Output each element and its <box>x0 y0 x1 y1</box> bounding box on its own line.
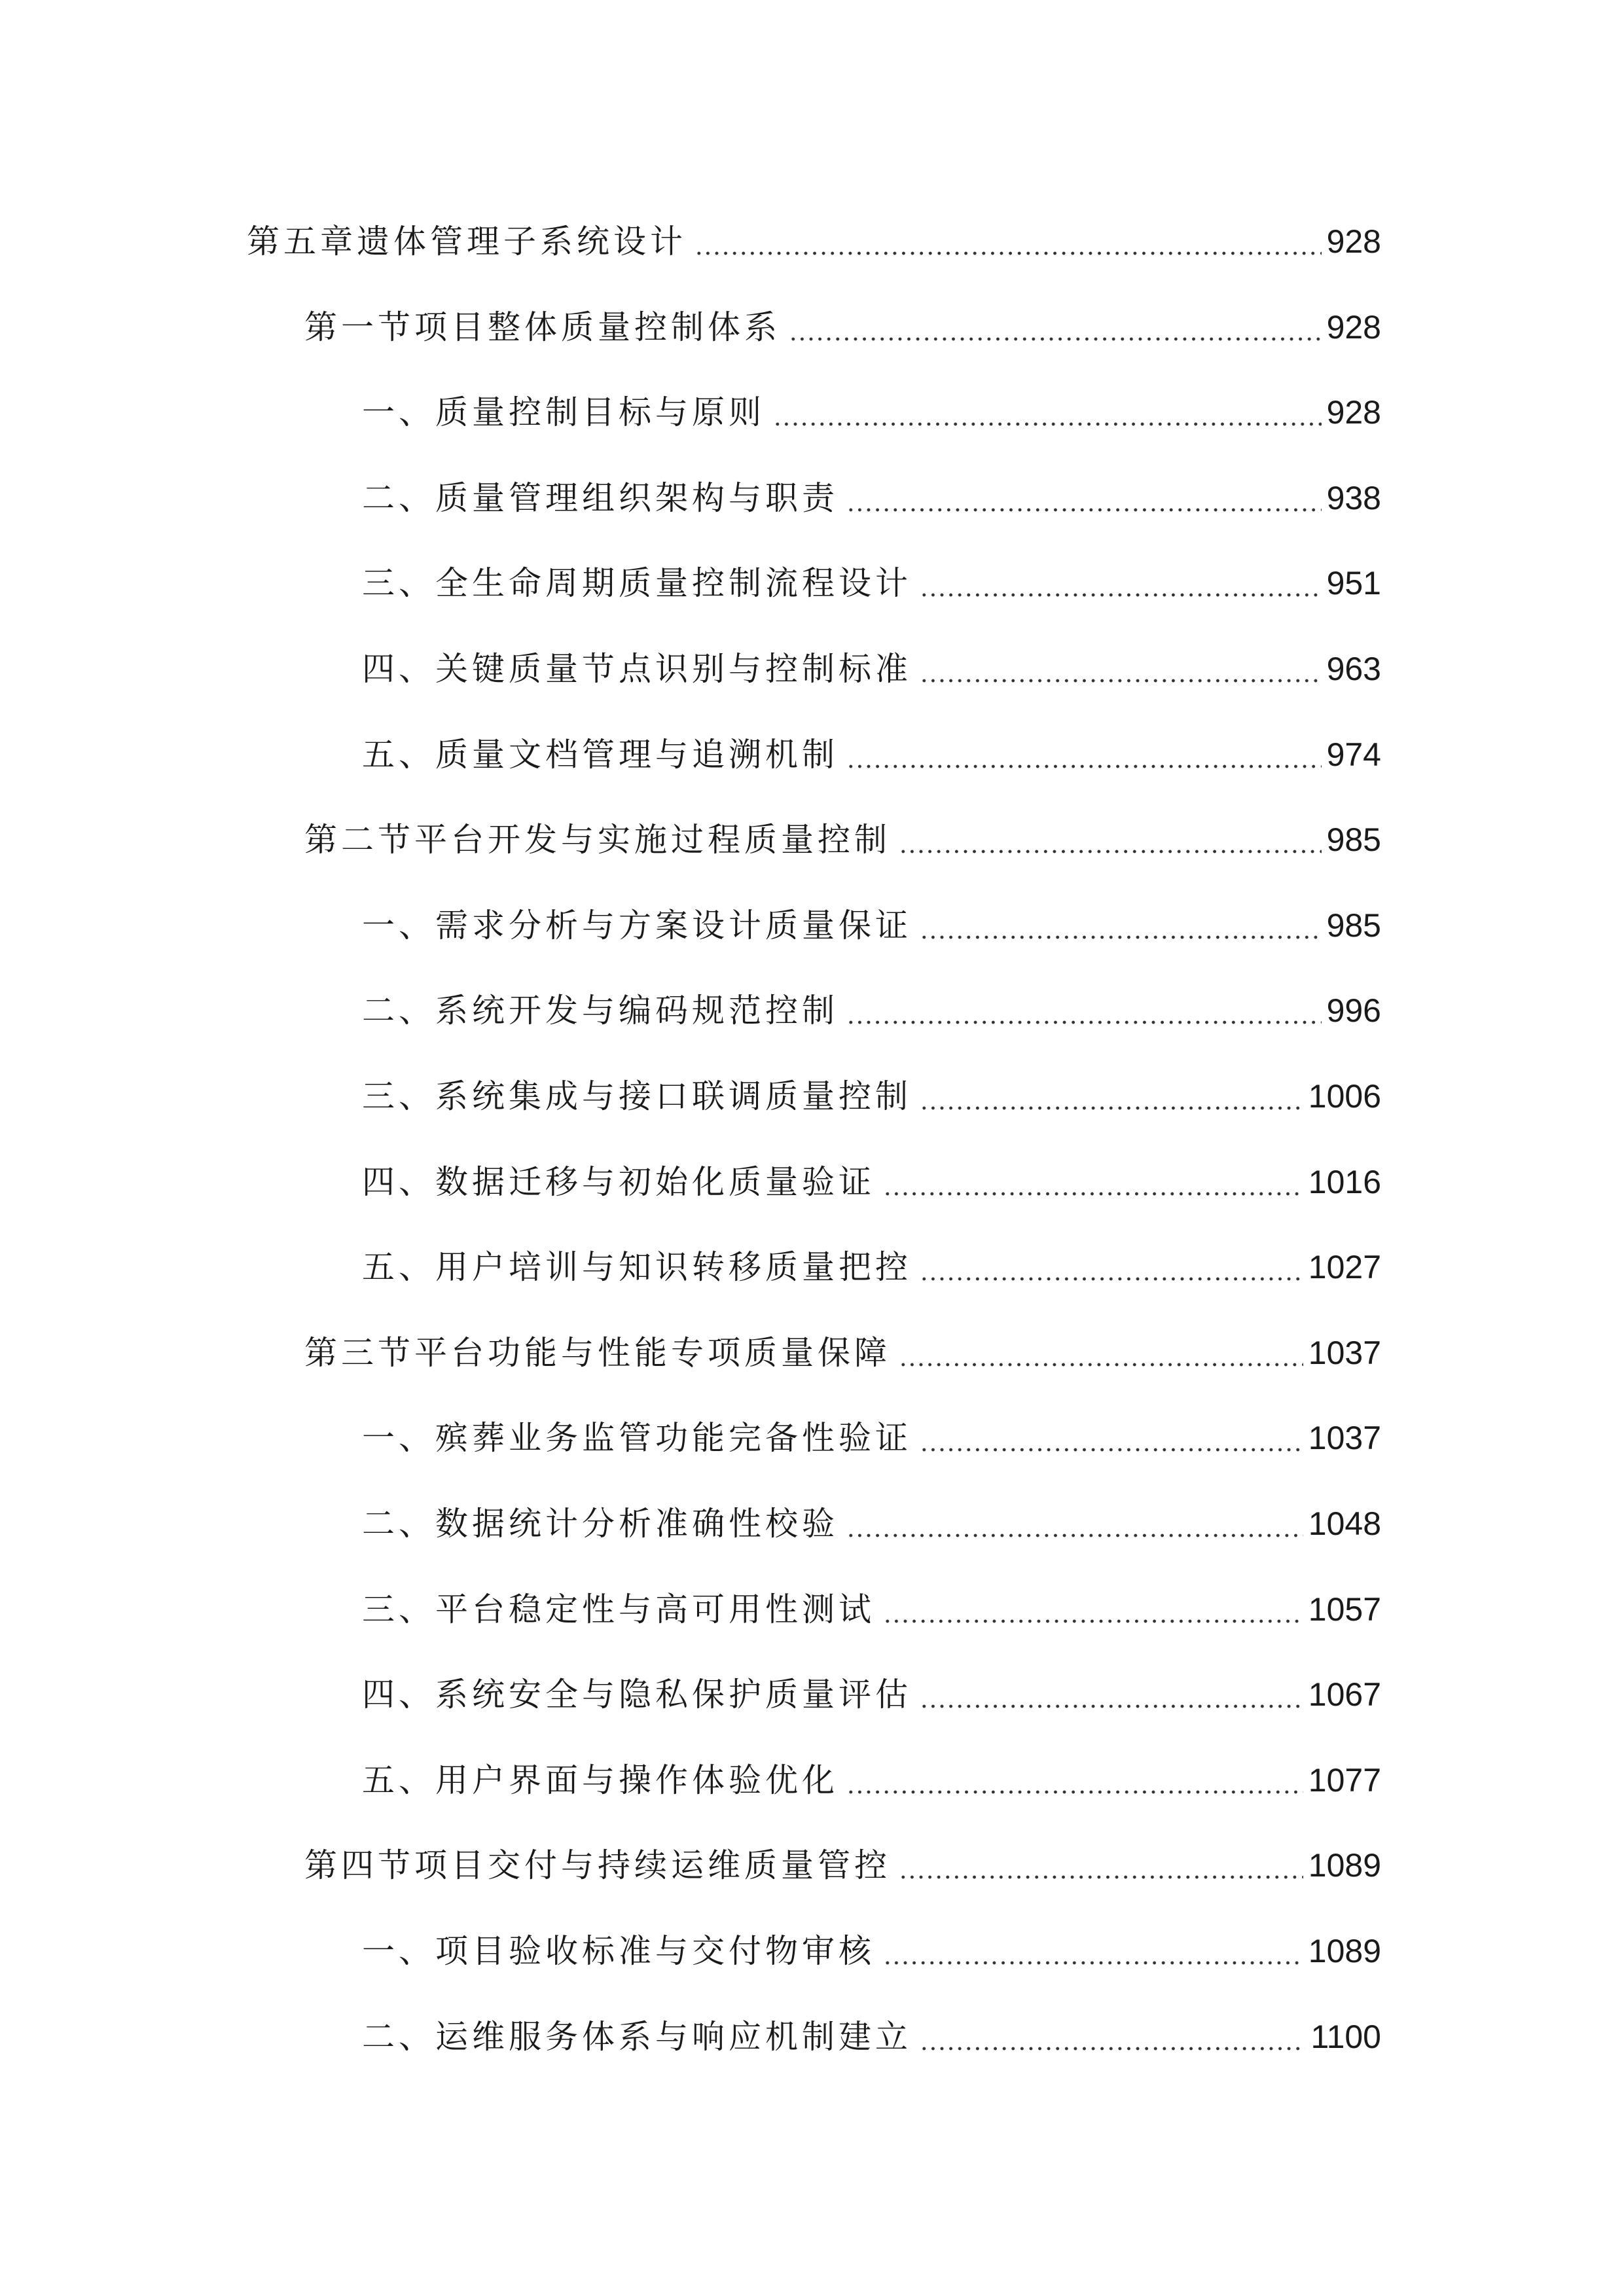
toc-page-number: 1037 <box>1308 1420 1381 1457</box>
toc-entry[interactable] <box>304 808 1381 860</box>
toc-entry[interactable] <box>362 893 1381 946</box>
dot-leader <box>920 1106 1303 1110</box>
toc-page-number: 1006 <box>1308 1078 1381 1115</box>
dot-leader <box>883 1961 1303 1965</box>
toc-page-number: 1057 <box>1308 1590 1381 1628</box>
toc-entry[interactable] <box>362 1064 1381 1117</box>
dot-leader <box>899 1875 1303 1879</box>
toc-entry-title: 四、关键质量节点识别与控制标准 <box>362 650 912 688</box>
toc-entry[interactable] <box>362 1748 1381 1801</box>
toc-entry-title: 一、质量控制目标与原则 <box>362 393 765 432</box>
dot-leader <box>846 1020 1322 1024</box>
toc-entry[interactable] <box>362 380 1381 433</box>
toc-page-number: 996 <box>1326 992 1381 1030</box>
dot-leader <box>883 1192 1303 1196</box>
toc-page-number: 951 <box>1326 565 1381 602</box>
toc-entry-title: 五、用户培训与知识转移质量把控 <box>362 1248 912 1287</box>
toc-entry[interactable] <box>304 1321 1381 1373</box>
toc-entry[interactable] <box>362 1919 1381 1971</box>
toc-entry-title: 一、殡葬业务监管功能完备性验证 <box>362 1419 912 1458</box>
toc-entry[interactable] <box>362 466 1381 518</box>
toc-page-number: 1027 <box>1308 1249 1381 1286</box>
dot-leader <box>846 1790 1303 1794</box>
dot-leader <box>773 422 1322 426</box>
toc-entry[interactable] <box>362 978 1381 1031</box>
toc-entry-title: 第一节项目整体质量控制体系 <box>304 308 781 346</box>
toc-page-number: 985 <box>1326 906 1381 944</box>
toc-page-number: 1089 <box>1308 1847 1381 1884</box>
toc-page-number: 928 <box>1326 308 1381 346</box>
toc-entry[interactable] <box>362 1235 1381 1287</box>
toc-entry-title: 第三节平台功能与性能专项质量保障 <box>304 1333 891 1372</box>
toc-page-number: 928 <box>1326 223 1381 260</box>
toc-entry-title: 二、质量管理组织架构与职责 <box>362 478 839 517</box>
toc-entry-title: 二、系统开发与编码规范控制 <box>362 992 839 1030</box>
toc-entry-title: 二、运维服务体系与响应机制建立 <box>362 2017 912 2056</box>
toc-entry-title: 二、数据统计分析准确性校验 <box>362 1505 839 1543</box>
dot-leader <box>846 1534 1303 1537</box>
toc-page-number: 974 <box>1326 736 1381 773</box>
toc-entry-title: 第二节平台开发与实施过程质量控制 <box>304 821 891 859</box>
toc-entry-title: 第五章遗体管理子系统设计 <box>247 223 687 260</box>
toc-entry-title: 一、需求分析与方案设计质量保证 <box>362 906 912 944</box>
toc-entry-title: 五、质量文档管理与追溯机制 <box>362 735 839 774</box>
toc-entry-title: 四、系统安全与隐私保护质量评估 <box>362 1676 912 1714</box>
toc-entry[interactable] <box>362 637 1381 689</box>
toc-page-number: 928 <box>1326 394 1381 431</box>
toc-page-number: 1077 <box>1308 1761 1381 1799</box>
toc-page-number: 1016 <box>1308 1163 1381 1200</box>
dot-leader <box>789 337 1322 341</box>
toc-page-number: 1067 <box>1308 1676 1381 1713</box>
dot-leader <box>920 1704 1303 1708</box>
toc-page-number: 963 <box>1326 651 1381 687</box>
toc-page-number: 938 <box>1326 479 1381 516</box>
dot-leader <box>846 508 1322 512</box>
dot-leader <box>920 935 1322 939</box>
toc-entry-title: 五、用户界面与操作体验优化 <box>362 1761 839 1799</box>
dot-leader <box>883 1619 1303 1623</box>
toc-entry[interactable] <box>362 551 1381 603</box>
toc-entry[interactable] <box>304 1833 1381 1886</box>
toc-entry[interactable] <box>304 295 1381 348</box>
toc-page-number: 1089 <box>1308 1933 1381 1969</box>
toc-entry[interactable] <box>362 1577 1381 1630</box>
toc-entry-title: 第四节项目交付与持续运维质量管控 <box>304 1846 891 1885</box>
dot-leader <box>899 850 1322 853</box>
toc-entry-title: 三、系统集成与接口联调质量控制 <box>362 1077 912 1115</box>
dot-leader <box>920 2047 1305 2051</box>
toc-entry[interactable] <box>362 723 1381 775</box>
dot-leader <box>920 593 1322 597</box>
toc-entry[interactable] <box>247 209 1381 262</box>
dot-leader <box>695 251 1322 255</box>
toc-page-number: 1048 <box>1308 1505 1381 1542</box>
toc-entry-title: 三、平台稳定性与高可用性测试 <box>362 1590 875 1628</box>
toc-page-number: 1100 <box>1310 2018 1381 2055</box>
toc-entry[interactable] <box>362 1150 1381 1202</box>
toc-entry[interactable] <box>362 2005 1381 2057</box>
dot-leader <box>920 1277 1303 1281</box>
toc-entry-title: 四、数据迁移与初始化质量验证 <box>362 1162 875 1201</box>
toc-entry[interactable] <box>362 1492 1381 1544</box>
dot-leader <box>899 1363 1303 1367</box>
toc-page-number: 985 <box>1326 821 1381 859</box>
toc-entry[interactable] <box>362 1662 1381 1715</box>
dot-leader <box>846 764 1322 768</box>
toc-entry[interactable] <box>362 1406 1381 1458</box>
dot-leader <box>920 679 1322 683</box>
toc-page-number: 1037 <box>1308 1334 1381 1371</box>
dot-leader <box>920 1448 1303 1452</box>
toc-entry-title: 一、项目验收标准与交付物审核 <box>362 1932 875 1970</box>
toc-entry-title: 三、全生命周期质量控制流程设计 <box>362 564 912 603</box>
